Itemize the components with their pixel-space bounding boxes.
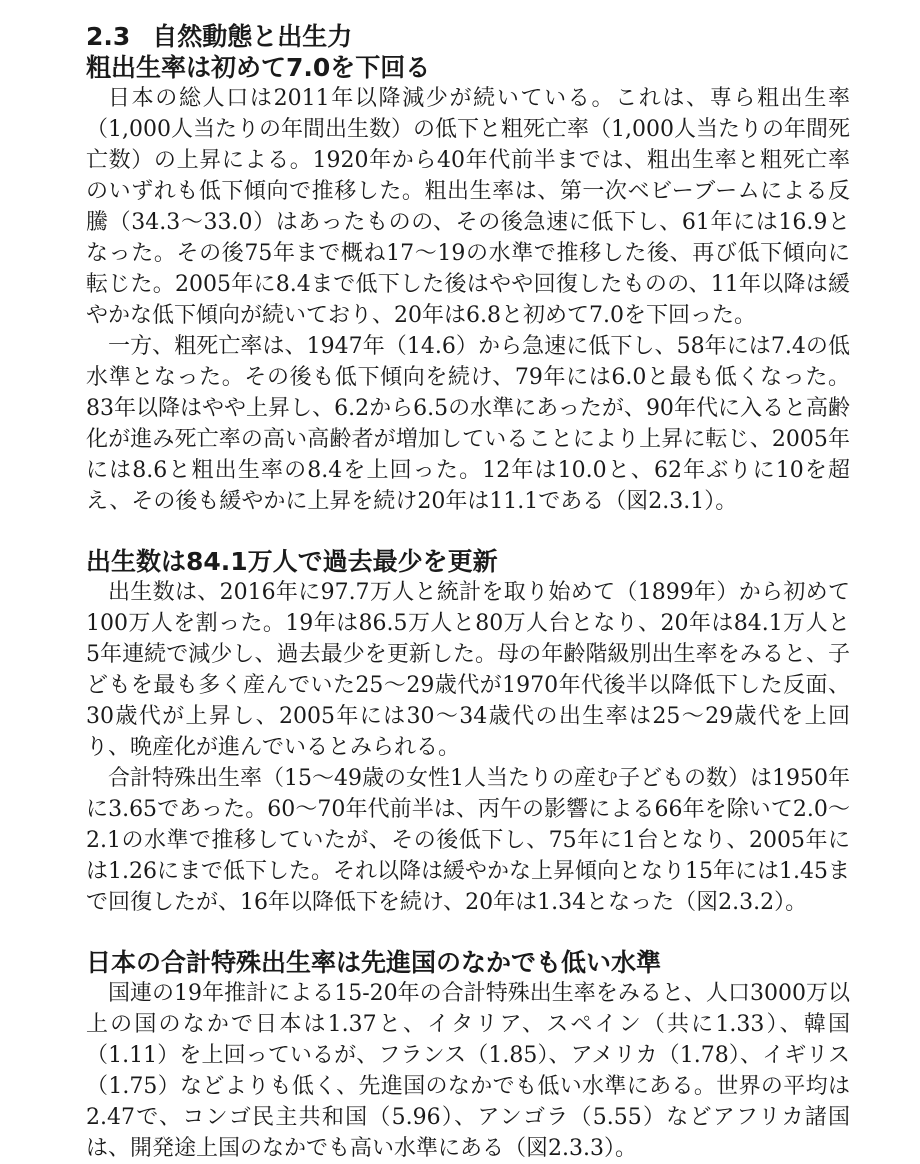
section-title: 自然動態と出生力 [152, 22, 353, 51]
paragraph-total-fertility: 合計特殊出生率（15～49歳の女性1人当たりの産む子どもの数）は1950年に3.65であった。60～70年代前半は、丙午の影響による66年を除いて2.0～2.1の水準で推移していたが、その後低下し、75年に1台となり、2005年には1.26にまで低下した。それ以降は緩やかな上昇傾向となり15年には1.45まで回復したが、16年以降低下を続け、20年は1.34となった（図2.3.2）。 [86, 766, 850, 915]
subheading-birth-rate: 粗出生率は初めて7.0を下回る [86, 53, 431, 82]
section-number: 2.3 [86, 22, 131, 51]
subheading-international: 日本の合計特殊出生率は先進国のなかでも低い水準 [86, 948, 662, 977]
paragraph-international: 国連の19年推計による15-20年の合計特殊出生率をみると、人口3000万以上の国のなかで日本は1.37と、イタリア、スペイン（共に1.33）、韓国（1.11）を上回っているが、フランス（1.85）、アメリカ（1.78）、イギリス（1.75）などよりも低く、先進国のなかでも低い水準にある。世界の平均は2.47で、コンゴ民主共和国（5.96）、アンゴラ（5.55）などアフリカ諸国は、開発途上国のなかでも高い水準にある（図2.3.3）。 [86, 981, 851, 1161]
paragraph-death-rate: 一方、粗死亡率は、1947年（14.6）から急速に低下し、58年には7.4の低水準となった。その後も低下傾向を続け、79年には6.0と最も低くなった。83年以降はやや上昇し、6.2から6.5の水準にあったが、90年代に入ると高齢化が進み死亡率の高い高齢者が増加していることにより上昇に転じ、2005年には8.6と粗出生率の8.4を上回った。12年は10.0と、62年ぶりに10を超え、その後も緩やかに上昇を続け20年は11.1である（図2.3.1）。 [86, 334, 850, 514]
section-heading [86, 22, 850, 52]
subheading-births: 出生数は84.1万人で過去最少を更新 [86, 547, 498, 576]
paragraph-birth-rate: 日本の総人口は2011年以降減少が続いている。これは、専ら粗出生率（1,000人当たりの年間出生数）の低下と粗死亡率（1,000人当たりの年間死亡数）の上昇による。1920年から40年代前半までは、粗出生率と粗死亡率のいずれも低下傾向で推移した。粗出生率は、第一次ベビーブームによる反騰（34.3～33.0）はあったものの、その後急速に低下し、61年には16.9となった。その後75年まで概ね17～19の水準で推移した後、再び低下傾向に転じた。2005年に8.4まで低下した後はやや回復したものの、11年以降は緩やかな低下傾向が続いており、20年は6.8と初めて7.0を下回った。 [86, 86, 850, 328]
paragraph-births: 出生数は、2016年に97.7万人と統計を取り始めて（1899年）から初めて100万人を割った。19年は86.5万人と80万人台となり、20年は84.1万人と5年連続で減少し、過去最少を更新した。母の年齢階級別出生率をみると、子どもを最も多く産んでいた25～29歳代が1970年代後半以降低下した反面、30歳代が上昇し、2005年には30～34歳代の出生率は25～29歳代を上回り、晩産化が進んでいるとみられる。 [86, 580, 850, 760]
